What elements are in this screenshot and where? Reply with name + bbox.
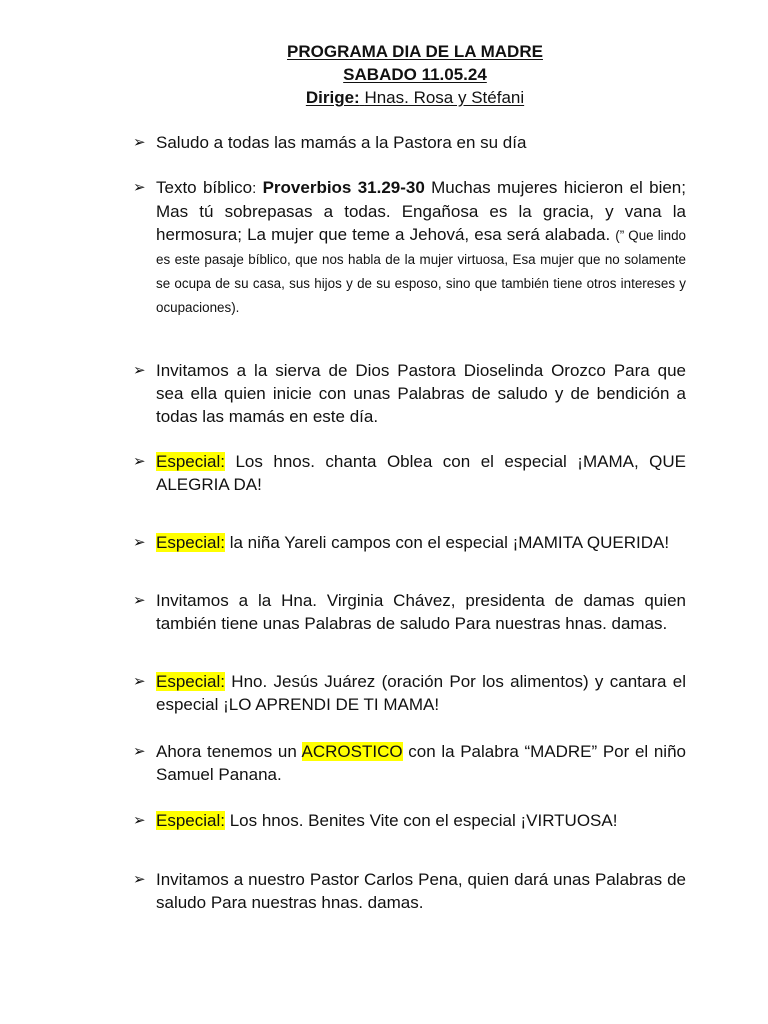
arrow-bullet-icon: ➢ [133, 362, 146, 379]
item-text: Los hnos. chanta Oblea con el especial ¡MAMA, QUE ALEGRIA DA! [156, 452, 686, 494]
arrow-bullet-icon: ➢ [133, 871, 146, 888]
arrow-bullet-icon: ➢ [133, 673, 146, 690]
program-item-special-2 [133, 531, 686, 554]
program-item-special-4 [133, 809, 686, 832]
arrow-bullet-icon: ➢ [133, 453, 146, 470]
item-text: Saludo a todas las mamás a la Pastora en su día [156, 133, 527, 152]
acrostic-highlight: ACROSTICO [301, 742, 403, 761]
item-text: con la Palabra “MADRE” Por el niño Samuel Panana. [156, 742, 686, 784]
special-highlight: Especial: [156, 533, 225, 552]
director-names: Hnas. Rosa y Stéfani [364, 88, 525, 107]
program-title: PROGRAMA DIA DE LA MADRE [287, 42, 543, 61]
program-list [133, 131, 686, 914]
item-text: Los hnos. Benites Vite con el especial ¡VIRTUOSA! [224, 811, 618, 830]
document-header [0, 40, 768, 109]
program-item-bible-text [133, 176, 686, 319]
item-prefix: Texto bíblico [156, 178, 253, 197]
special-highlight: Especial: [156, 811, 225, 830]
item-text: la niña Yareli campos con el especial ¡MAMITA QUERIDA! [224, 533, 670, 552]
item-note: (” Que lindo es este pasaje bíblico, que nos habla de la mujer virtuosa, Esa mujer que no solamente se ocupa de su casa, sus hijos y de su esposo, sino que también tiene otros intereses y ocupaciones). [156, 228, 686, 315]
item-text: Hno. Jesús Juárez (oración Por los alimentos) y cantara el especial ¡LO APRENDI DE TI MAMA! [156, 672, 686, 714]
program-item-pastor-invitation [133, 868, 686, 914]
program-item-special-3 [133, 670, 686, 716]
program-item-special-1 [133, 450, 686, 496]
item-text: Invitamos a nuestro Pastor Carlos Pena, quien dará unas Palabras de saludo Para nuestras hnas. damas. [156, 870, 686, 912]
arrow-bullet-icon: ➢ [133, 179, 146, 196]
arrow-bullet-icon: ➢ [133, 534, 146, 551]
program-item-president-invitation [133, 589, 686, 635]
item-text: Invitamos a la sierva de Dios Pastora Dioselinda Orozco Para que sea ella quien inicie con unas Palabras de saludo y de bendición a todas las mamás en este día. [156, 361, 686, 426]
arrow-bullet-icon: ➢ [133, 592, 146, 609]
item-prefix-colon: : [252, 180, 257, 197]
program-item-greeting [133, 131, 686, 154]
item-text: Muchas mujeres hicieron el bien; Mas tú sobrepasas a todas. Engañosa es la gracia, y vana la hermosura; La mujer que teme a Jehová, esa será alabada. [156, 178, 686, 244]
arrow-bullet-icon: ➢ [133, 812, 146, 829]
director-label: Dirige: [305, 88, 360, 107]
program-item-acrostic [133, 740, 686, 786]
program-director [62, 86, 768, 109]
item-text: Invitamos a la Hna. Virginia Chávez, presidenta de damas quien también tiene unas Palabras de saludo Para nuestras hnas. damas. [156, 591, 686, 633]
bible-reference: Proverbios 31.29-30 [262, 178, 425, 197]
arrow-bullet-icon: ➢ [133, 743, 146, 760]
item-text-before: Ahora tenemos un [156, 742, 302, 761]
program-item-pastora-invitation [133, 359, 686, 428]
special-highlight: Especial: [156, 452, 225, 471]
special-highlight: Especial: [156, 672, 225, 691]
arrow-bullet-icon: ➢ [133, 134, 146, 151]
program-date: SABADO 11.05.24 [343, 65, 487, 84]
